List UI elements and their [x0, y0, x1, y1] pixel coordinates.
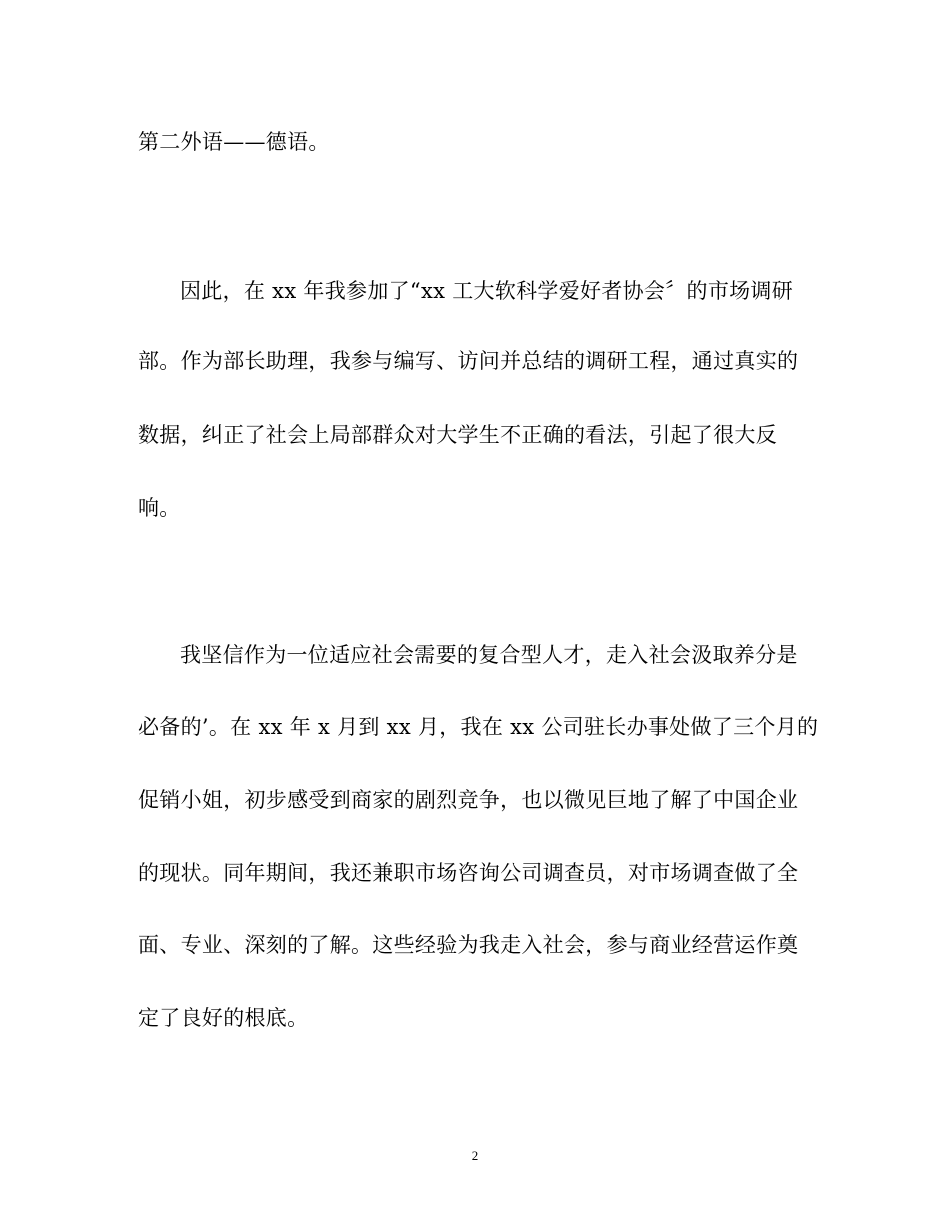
- page-number: 2: [471, 1148, 479, 1163]
- paragraph-2-line-3: 数据，纠正了社会上局部群众对大学生不正确的看法，引起了很大反: [138, 423, 777, 447]
- paragraph-3-line-4: 的现状。同年期间，我还兼职市场咨询公司调查员，对市场调查做了全: [138, 861, 799, 885]
- paragraph-3-line-2: 必备的’。在 xx 年 x 月到 xx 月，我在 xx 公司驻长办事处做了三个月的: [138, 715, 819, 739]
- paragraph-3-line-6: 定了良好的根底。: [138, 1006, 309, 1030]
- paragraph-3-line-5: 面、专业、深刻的了解。这些经验为我走入社会，参与商业经营运作奠: [138, 933, 799, 957]
- paragraph-2-line-4: 响。: [138, 496, 181, 520]
- paragraph-3-line-1: 我坚信作为一位适应社会需要的复合型人才，走入社会汲取养分是: [180, 643, 798, 667]
- paragraph-2-line-1: 因此，在 xx 年我参加了“xx 工大软科学爱好者协会〞的市场调研: [180, 279, 794, 303]
- paragraph-2-line-2: 部。作为部长助理，我参与编写、访问并总结的调研工程，通过真实的: [138, 349, 799, 373]
- paragraph-3-line-3: 促销小姐，初步感受到商家的剧烈竞争，也以微见巨地了解了中国企业: [138, 788, 799, 812]
- paragraph-1-line-1: 第二外语——德语。: [138, 130, 330, 154]
